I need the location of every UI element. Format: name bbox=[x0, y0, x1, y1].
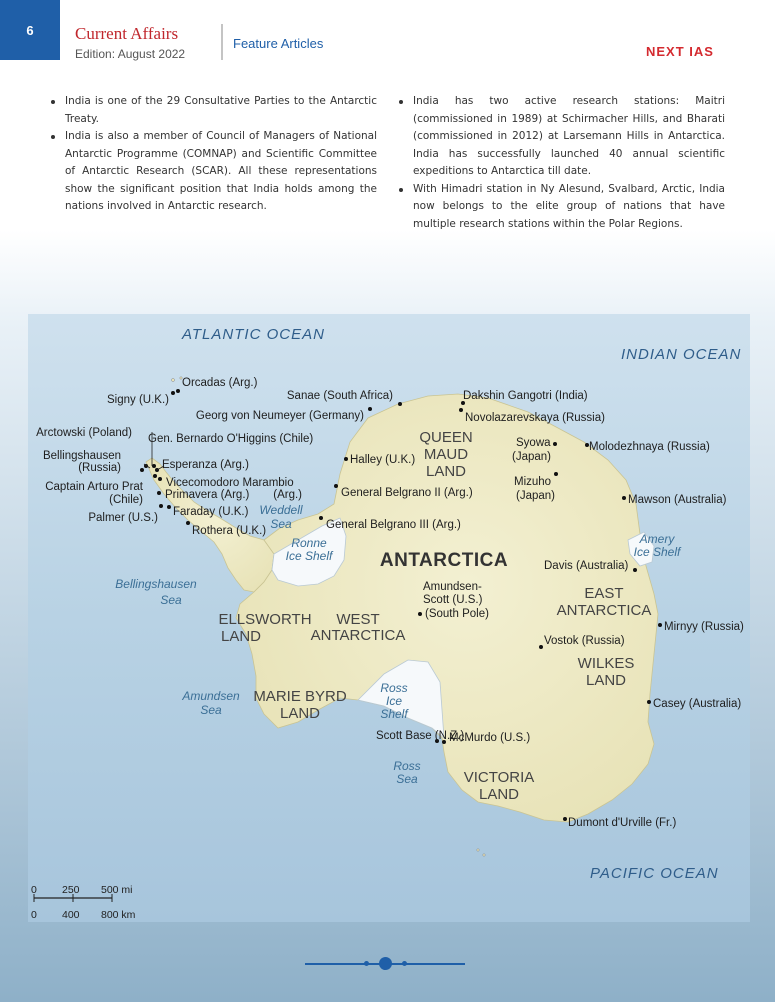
station-label: Syowa bbox=[516, 437, 551, 449]
station-label: Gen. Bernardo O'Higgins (Chile) bbox=[148, 433, 314, 445]
header-divider bbox=[221, 24, 223, 60]
scale-label: 0 bbox=[31, 884, 37, 896]
station-label: Sanae (South Africa) bbox=[286, 390, 393, 402]
station-label: Georg von Neumeyer (Germany) bbox=[195, 410, 364, 422]
bullet-list-left bbox=[47, 93, 377, 216]
scale-label: 500 mi bbox=[101, 884, 133, 896]
section-title: Feature Articles bbox=[233, 36, 324, 51]
island bbox=[483, 854, 485, 856]
station-label: Bellingshausen bbox=[42, 450, 121, 462]
bellingshausen-sea-label: Bellingshausen bbox=[115, 577, 197, 591]
station-label: McMurdo (U.S.) bbox=[449, 732, 531, 744]
station-dot-faraday bbox=[167, 505, 171, 509]
station-label: Halley (U.K.) bbox=[350, 454, 416, 466]
page-header bbox=[0, 0, 775, 70]
station-label: (Japan) bbox=[516, 490, 555, 502]
bullet-item: India is also a member of Council of Managers of National Antarctic Programme (COMNAP) and Scientific Committee of Antarctic Research (SCAR). All these representations show the significant position that India holds among the nations involved in Antarctic research. bbox=[47, 128, 377, 216]
ross-ice-shelf-label: Ice bbox=[385, 694, 403, 708]
station-dot-marambio bbox=[158, 477, 162, 481]
station-label: Mizuho bbox=[514, 476, 552, 488]
station-dot-mirnyy bbox=[658, 623, 662, 627]
marie-byrd-land-label: MARIE BYRD bbox=[253, 688, 347, 705]
station-dot-casey bbox=[647, 700, 651, 704]
antarctica-map bbox=[28, 314, 750, 922]
ellsworth-land-label: LAND bbox=[220, 628, 262, 645]
bellingshausen-sea-label: Sea bbox=[160, 593, 182, 607]
west-antarctica-label: ANTARCTICA bbox=[310, 627, 406, 644]
station-label: General Belgrano III (Arg.) bbox=[326, 519, 461, 531]
footer-dot bbox=[379, 957, 392, 970]
island bbox=[477, 849, 479, 851]
west-antarctica-label: WEST bbox=[336, 611, 380, 628]
station-label: Amundsen- bbox=[423, 581, 482, 593]
ross-sea-label: Ross bbox=[393, 759, 421, 773]
bullet-item: With Himadri station in Ny Alesund, Svalbard, Arctic, India now belongs to the elite group of nations that have multiple research stations within the Polar Regions. bbox=[395, 181, 725, 234]
station-label: Arctowski (Poland) bbox=[36, 427, 132, 439]
wilkes-land-label: LAND bbox=[585, 672, 627, 689]
station-dot-amundsen-scott bbox=[418, 612, 422, 616]
scale-label: 250 bbox=[62, 884, 80, 896]
station-label: Novolazarevskaya (Russia) bbox=[465, 412, 605, 424]
station-label: Scott Base (N.Z.) bbox=[376, 730, 465, 742]
magazine-title: Current Affairs bbox=[75, 24, 179, 43]
station-label: (Japan) bbox=[512, 451, 551, 463]
queen-maud-land-label: LAND bbox=[425, 463, 467, 480]
station-dot-prat bbox=[153, 474, 157, 478]
station-dot-sanae bbox=[398, 402, 402, 406]
station-label: Vicecomodoro Marambio bbox=[166, 477, 294, 489]
east-antarctica-label: ANTARCTICA bbox=[556, 602, 652, 619]
amery-ice-shelf-label: Ice Shelf bbox=[633, 545, 681, 559]
station-label: Casey (Australia) bbox=[653, 698, 742, 710]
station-dot-davis bbox=[633, 568, 637, 572]
island bbox=[172, 379, 175, 382]
queen-maud-land-label: MAUD bbox=[423, 446, 469, 463]
amery-ice-shelf-label: Amery bbox=[639, 532, 675, 546]
station-label: (Chile) bbox=[109, 494, 143, 506]
marie-byrd-land-label: LAND bbox=[279, 705, 321, 722]
station-dot-mawson bbox=[622, 496, 626, 500]
station-label: Vostok (Russia) bbox=[544, 635, 625, 647]
amundsen-sea-label: Sea bbox=[200, 703, 222, 717]
station-label: (Arg.) bbox=[273, 489, 302, 501]
scale-label: 0 bbox=[31, 909, 37, 921]
station-dot-signy bbox=[171, 391, 175, 395]
scale-label: 400 bbox=[62, 909, 80, 921]
station-label: (South Pole) bbox=[425, 608, 489, 620]
station-dot-novolazarevskaya bbox=[459, 408, 463, 412]
amundsen-sea-label: Amundsen bbox=[182, 689, 240, 703]
scale-label: 800 km bbox=[101, 909, 136, 921]
station-dot-halley bbox=[344, 457, 348, 461]
station-dot-syowa bbox=[553, 442, 557, 446]
antarctica-label: ANTARCTICA bbox=[379, 550, 509, 571]
station-label: Orcadas (Arg.) bbox=[182, 377, 258, 389]
station-dot-neumeyer bbox=[368, 407, 372, 411]
map-svg bbox=[28, 314, 750, 922]
station-label: Signy (U.K.) bbox=[107, 394, 169, 406]
station-label: Palmer (U.S.) bbox=[88, 512, 158, 524]
wilkes-land-label: WILKES bbox=[577, 655, 635, 672]
ross-ice-shelf-label: Ross bbox=[380, 681, 408, 695]
station-label: Captain Arturo Prat bbox=[45, 481, 143, 493]
station-dot-belgrano-iii bbox=[319, 516, 323, 520]
station-dot-orcadas bbox=[176, 389, 180, 393]
station-dot-mizuho bbox=[554, 472, 558, 476]
station-label: Dumont d'Urville (Fr.) bbox=[568, 817, 677, 829]
bullet-list-right bbox=[395, 93, 725, 233]
station-label: Molodezhnaya (Russia) bbox=[589, 441, 710, 453]
queen-maud-land-label: QUEEN bbox=[419, 429, 473, 446]
station-dot-primavera bbox=[157, 491, 161, 495]
station-label: Esperanza (Arg.) bbox=[162, 459, 249, 471]
ross-ice-shelf-label: Shelf bbox=[380, 707, 408, 721]
victoria-land-label: VICTORIA bbox=[463, 769, 535, 786]
footer-dot bbox=[364, 961, 369, 966]
bullet-item: India has two active research stations: Maitri (commissioned in 1989) at Schirmacher Hills, and Bharati (commissioned in 2012) at Larsemann Hills in Antarctica. India has successfully launched 40 annual scientific expeditions to Antarctica till date. bbox=[395, 93, 725, 181]
bullet-item: India is one of the 29 Consultative Parties to the Antarctic Treaty. bbox=[47, 93, 377, 128]
station-label: Primavera (Arg.) bbox=[165, 489, 250, 501]
station-dot-dumont-durville bbox=[563, 817, 567, 821]
station-dot-bellingshausen bbox=[140, 468, 144, 472]
ross-sea-label: Sea bbox=[396, 772, 418, 786]
station-dot-palmer bbox=[159, 504, 163, 508]
station-dot-belgrano-ii bbox=[334, 484, 338, 488]
east-antarctica-label: EAST bbox=[584, 585, 624, 602]
station-label: Scott (U.S.) bbox=[423, 594, 483, 606]
station-label: Dakshin Gangotri (India) bbox=[463, 390, 588, 402]
station-label: Mirnyy (Russia) bbox=[664, 621, 744, 633]
station-label: Davis (Australia) bbox=[544, 560, 629, 572]
edition-label: Edition: August 2022 bbox=[75, 47, 186, 61]
indian-ocean-label: INDIAN OCEAN bbox=[621, 346, 742, 363]
station-label: Faraday (U.K.) bbox=[173, 506, 249, 518]
brand-logo: NEXT IAS bbox=[646, 44, 714, 59]
ellsworth-land-label: ELLSWORTH bbox=[218, 611, 312, 628]
station-label: Rothera (U.K.) bbox=[192, 525, 267, 537]
pacific-ocean-label: PACIFIC OCEAN bbox=[590, 865, 719, 882]
station-label: (Russia) bbox=[78, 462, 121, 474]
page-number: 6 bbox=[0, 0, 60, 60]
weddell-sea-label: Sea bbox=[270, 517, 292, 531]
station-label: General Belgrano II (Arg.) bbox=[341, 487, 473, 499]
footer-dot bbox=[402, 961, 407, 966]
ronne-ice-shelf-label: Ice Shelf bbox=[285, 549, 333, 563]
atlantic-ocean-label: ATLANTIC OCEAN bbox=[182, 326, 325, 343]
station-dot-ohiggins bbox=[152, 464, 156, 468]
station-dot-vostok bbox=[539, 645, 543, 649]
ronne-ice-shelf-label: Ronne bbox=[291, 536, 327, 550]
station-dot-rothera bbox=[186, 521, 190, 525]
victoria-land-label: LAND bbox=[478, 786, 520, 803]
station-label: Mawson (Australia) bbox=[628, 494, 727, 506]
weddell-sea-label: Weddell bbox=[259, 503, 303, 517]
